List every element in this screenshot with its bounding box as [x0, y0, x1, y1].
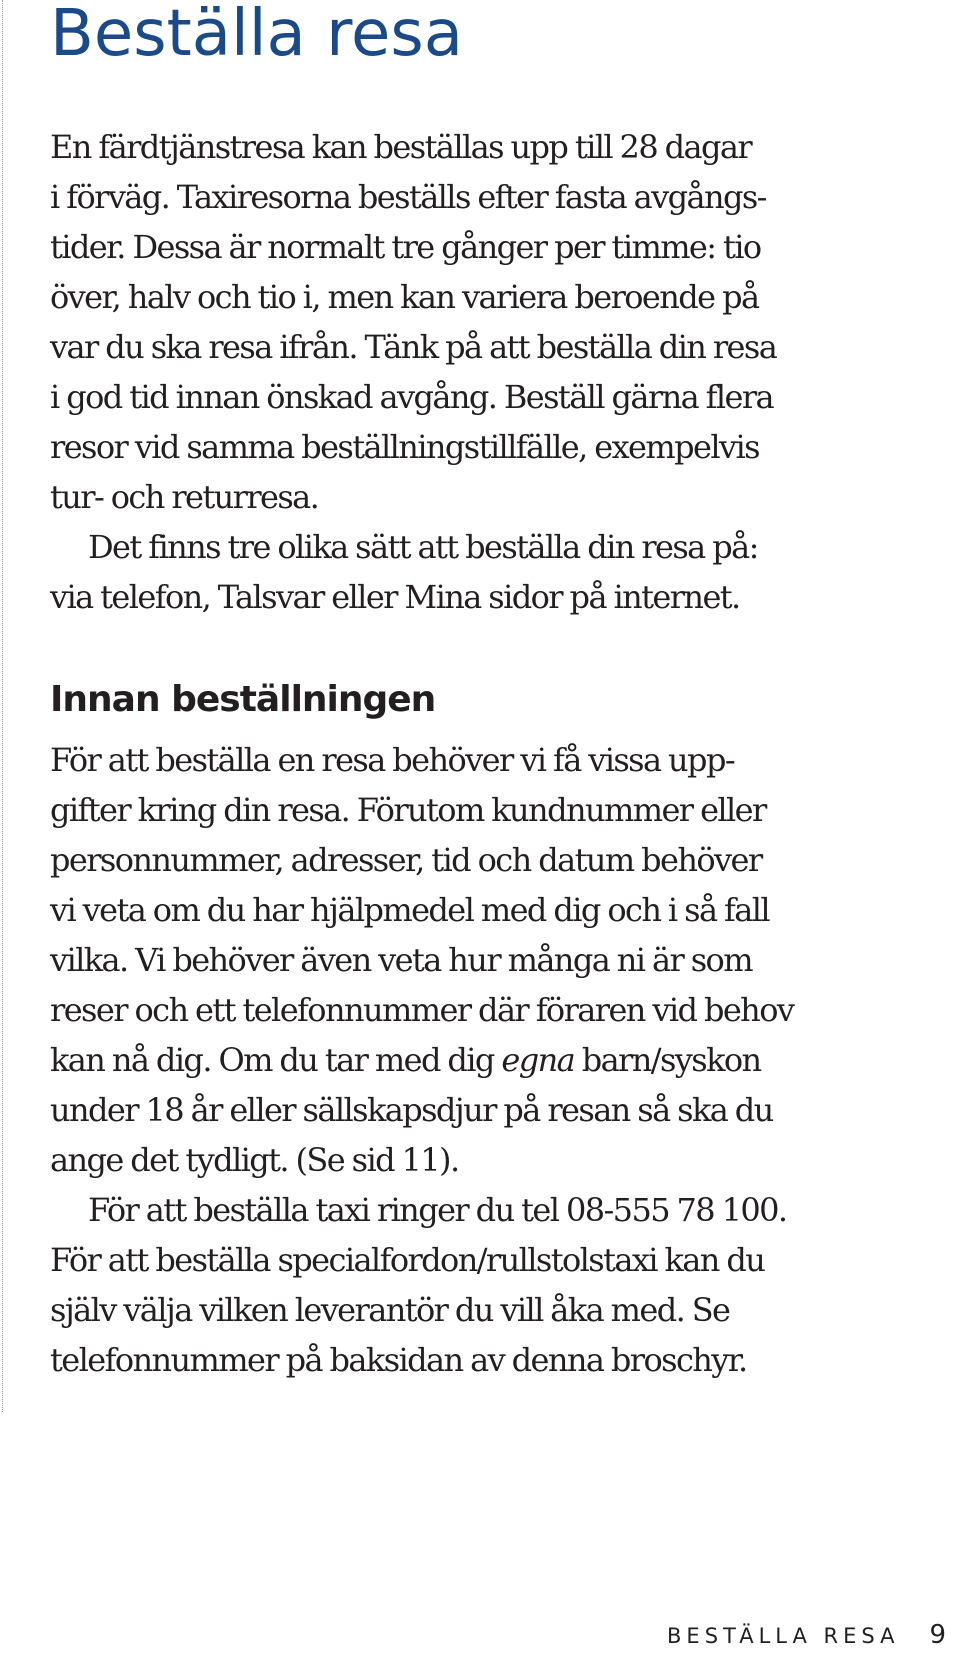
page-number: 9 — [929, 1620, 946, 1650]
intro-paragraphs — [50, 122, 955, 622]
paragraph-line: gifter kring din resa. Förutom kundnummer eller — [50, 791, 766, 829]
emphasized-word: egna — [501, 1041, 575, 1079]
paragraph-line: För att beställa specialfordon/rullstolstaxi kan du — [50, 1241, 765, 1279]
paragraph-line: tider. Dessa är normalt tre gånger per timme: tio — [50, 228, 761, 266]
paragraph-line: i god tid innan önskad avgång. Beställ gärna flera — [50, 378, 774, 416]
page-footer — [667, 1620, 946, 1650]
paragraph-line: En färdtjänstresa kan beställas upp till 28 dagar — [50, 128, 752, 166]
running-header: BESTÄLLA RESA — [667, 1624, 900, 1648]
paragraph-line: För att beställa taxi ringer du tel 08-555 78 100. — [88, 1191, 787, 1229]
paragraph-line: resor vid samma beställningstillfälle, exempelvis — [50, 428, 759, 466]
paragraph-line: i förväg. Taxiresorna beställs efter fasta avgångs- — [50, 178, 766, 216]
section-heading: Innan beställningen — [50, 679, 436, 720]
paragraph-line: Det finns tre olika sätt att beställa din resa på: — [88, 528, 758, 566]
page-margin-rule — [2, 0, 3, 1412]
paragraph-line: vilka. Vi behöver även veta hur många ni är som — [50, 941, 752, 979]
paragraph-line-with-emphasis: kan nå dig. Om du tar med dig egna barn/syskon — [50, 1041, 761, 1079]
paragraph-line: telefonnummer på baksidan av denna broschyr. — [50, 1341, 747, 1379]
paragraph-line: själv välja vilken leverantör du vill åka med. Se — [50, 1291, 730, 1329]
paragraph-line: personnummer, adresser, tid och datum behöver — [50, 841, 762, 879]
paragraph-line: ange det tydligt. (Se sid 11). — [50, 1141, 459, 1179]
paragraph-line: var du ska resa ifrån. Tänk på att beställa din resa — [50, 328, 777, 366]
paragraph-line: vi veta om du har hjälpmedel med dig och i så fall — [50, 891, 770, 929]
paragraph-line: reser och ett telefonnummer där föraren vid behov — [50, 991, 794, 1029]
paragraph-line: via telefon, Talsvar eller Mina sidor på internet. — [50, 578, 740, 616]
paragraph-line: under 18 år eller sällskapsdjur på resan så ska du — [50, 1091, 773, 1129]
paragraph-line: För att beställa en resa behöver vi få vissa upp- — [50, 741, 735, 779]
booking-paragraphs — [50, 735, 955, 1385]
page-title: Beställa resa — [50, 0, 463, 71]
paragraph-line: över, halv och tio i, men kan variera beroende på — [50, 278, 759, 316]
paragraph-line: tur- och returresa. — [50, 478, 319, 516]
